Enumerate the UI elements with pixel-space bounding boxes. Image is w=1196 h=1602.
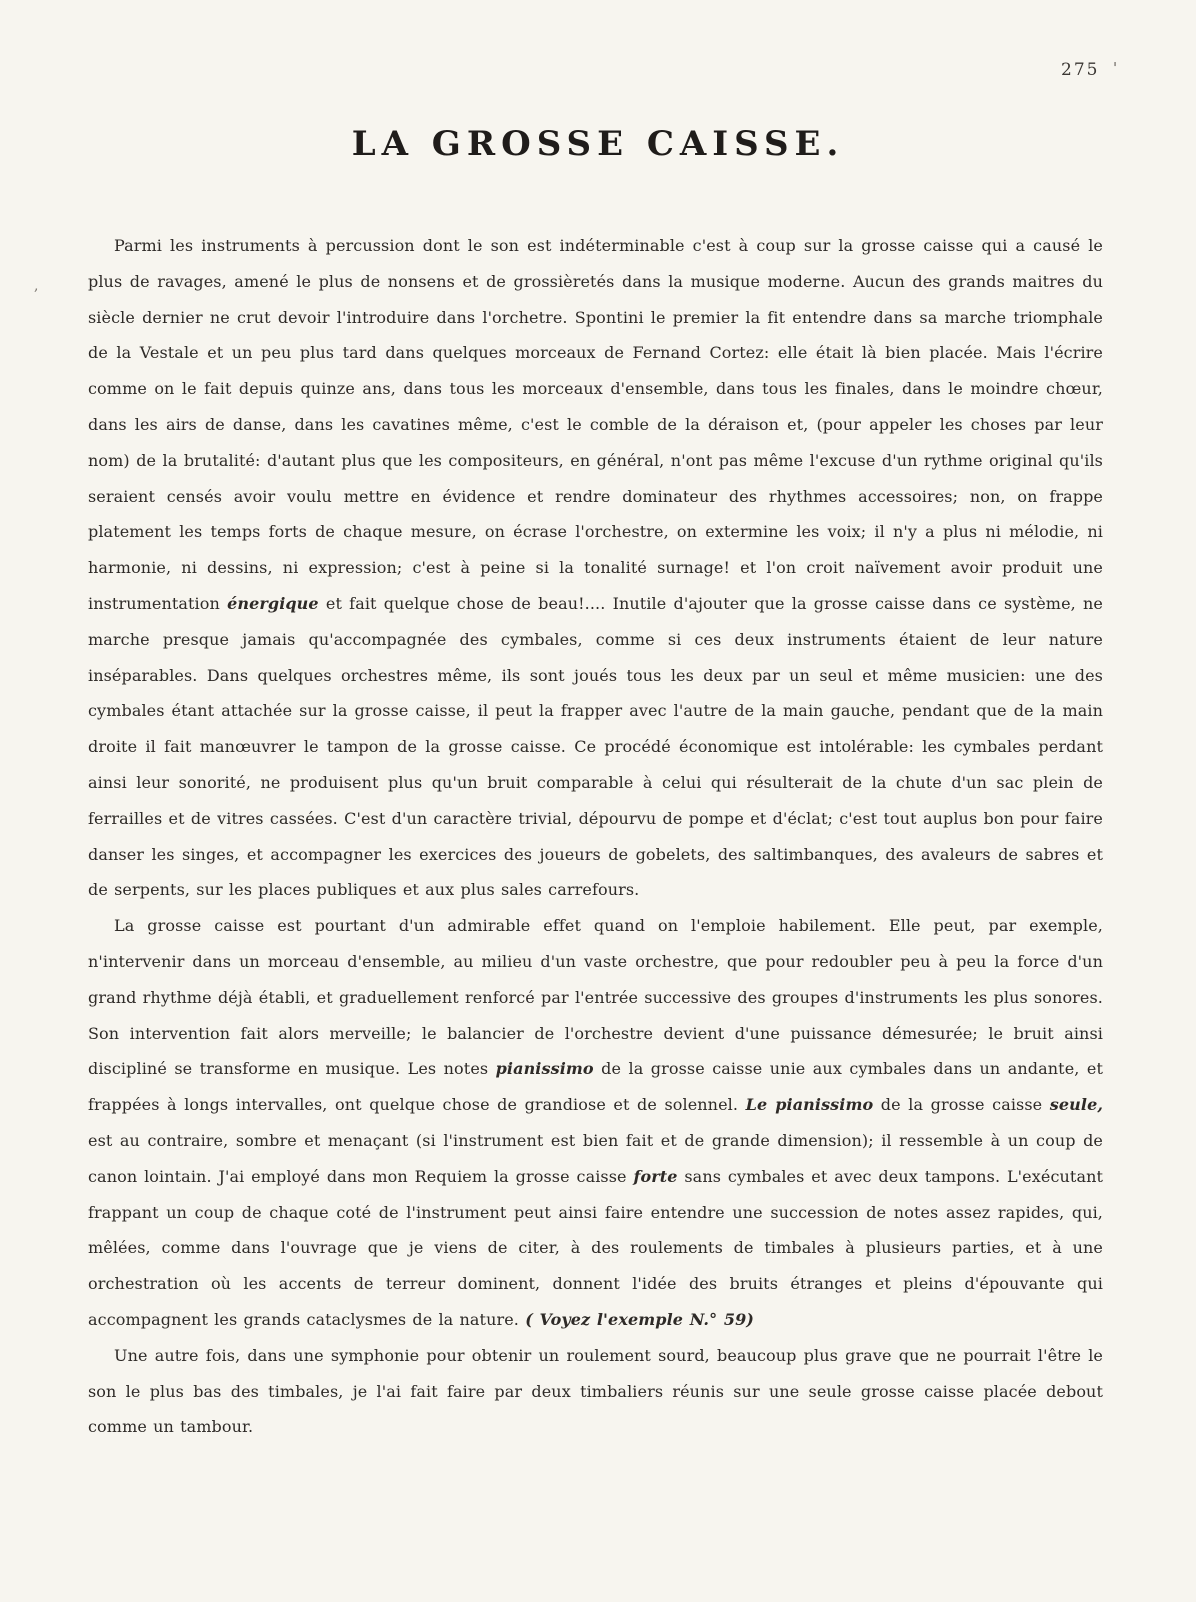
margin-mark: , <box>34 278 39 294</box>
paragraph-1-text-2: et fait quelque chose de beau!.... Inutile d'ajouter que la grosse caisse dans ce système, ne marche presque jamais qu'accompagnée des cymbales, comme si ces deux instruments étaient de leur nature inséparables. Dans quelques orchestres même, ils sont joués tous les deux par un seul et même musicien: une des cymbales étant attachée sur la grosse caisse, il peut la frapper avec l'autre de la main gauche, pendant que de la main droite il fait manœuvrer le tampon de la grosse caisse. Ce procédé économique est intolérable: les cymbales perdant ainsi leur sonorité, ne produisent plus qu'un bruit comparable à celui qui résulterait de la chute d'un sac plein de ferrailles et de vitres cassées. C'est d'un caractère trivial, dépourvu de pompe et d'éclat; c'est tout auplus bon pour faire danser les singes, et accompagner les exercices des joueurs de gobelets, des saltimbanques, des avaleurs de sabres et de serpents, sur les places publiques et aux plus sales carrefours. <box>88 593 1103 900</box>
paragraph-2-text-3: de la grosse caisse <box>880 1095 1043 1115</box>
paragraph-1-text-1: Parmi les instruments à percussion dont le son est indéterminable c'est à coup sur la grosse caisse qui a causé le plus de ravages, amené le plus de nonsens et de grossièretés dans la musique moderne. Aucun des grands maitres du siècle dernier ne crut devoir l'introduire dans l'orchetre. Spontini le premier la fit entendre dans sa marche triomphale de la Vestale et un peu plus tard dans quelques morceaux de Fernand Cortez: elle était là bien placée. Mais l'écrire comme on le fait depuis quinze ans, dans tous les morceaux d'ensemble, dans tous les finales, dans le moindre chœur, dans les airs de danse, dans les cavatines même, c'est le comble de la déraison et, (pour appeler les choses par leur nom) de la brutalité: d'autant plus que les compositeurs, en général, n'ont pas même l'excuse d'un rythme original qu'ils seraient censés avoir voulu mettre en évidence et rendre dominateur des rhythmes accessoires; non, on frappe platement les temps forts de chaque mesure, on écrase l'orchestre, on extermine les voix; il n'y a plus ni mélodie, ni harmonie, ni dessins, ni expression; c'est à peine si la tonalité surnage! et l'on croit naïvement avoir produit une instrumentation <box>88 236 1103 613</box>
paragraph-1 <box>88 228 1103 908</box>
paragraph-2-emphasis-2: Le pianissimo <box>745 1095 874 1115</box>
paragraph-3 <box>88 1338 1103 1445</box>
paragraph-2-emphasis-4: forte <box>633 1166 678 1186</box>
paragraph-2 <box>88 908 1103 1338</box>
corner-mark: ' <box>1113 59 1118 77</box>
paragraph-2-text-1: La grosse caisse est pourtant d'un admirable effet quand on l'emploie habilement. Elle peut, par exemple, n'intervenir dans un morceau d'ensemble, au milieu d'un vaste orchestre, que pour redoubler peu à peu la force d'un grand rhythme déjà établi, et graduellement renforcé par l'entrée successive des groupes d'instruments les plus sonores. Son intervention fait alors merveille; le balancier de l'orchestre devient d'une puissance démesurée; le bruit ainsi discipliné se transforme en musique. Les notes <box>88 916 1103 1079</box>
paragraph-1-emphasis-1: énergique <box>227 593 319 613</box>
paragraph-2-text-2: de la grosse caisse unie aux cymbales dans un andante, et frappées à longs intervalles, ont quelque chose de grandiose et de solennel. <box>88 1059 1103 1115</box>
paragraph-2-text-4: est au contraire, sombre et menaçant (si l'instrument est bien fait et de grande dimension); il ressemble à un coup de canon lointain. J'ai employé dans mon Requiem la grosse caisse <box>88 1130 1103 1186</box>
paragraph-2-emphasis-3: seule, <box>1049 1095 1104 1115</box>
page-title: LA GROSSE CAISSE. <box>351 124 845 164</box>
body-text <box>88 228 1103 1445</box>
paragraph-3-text-1: Une autre fois, dans une symphonie pour obtenir un roulement sourd, beaucoup plus grave que ne pourrait l'être le son le plus bas des timbales, je l'ai fait faire par deux timbaliers réunis sur une seule grosse caisse placée debout comme un tambour. <box>88 1345 1103 1437</box>
paragraph-2-text-5: sans cymbales et avec deux tampons. L'exécutant frappant un coup de chaque coté de l'instrument peut ainsi faire entendre une succession de notes assez rapides, qui, mêlées, comme dans l'ouvrage que je viens de citer, à des roulements de timbales à plusieurs parties, et à une orchestration où les accents de terreur dominent, donnent l'idée des bruits étranges et pleins d'épouvante qui accompagnent les grands cataclysmes de la nature. <box>88 1166 1104 1329</box>
page-number: 275 <box>1061 60 1100 80</box>
paragraph-2-emphasis-5: ( Voyez l'exemple N.° 59) <box>525 1309 754 1329</box>
paragraph-2-emphasis-1: pianissimo <box>495 1059 594 1079</box>
